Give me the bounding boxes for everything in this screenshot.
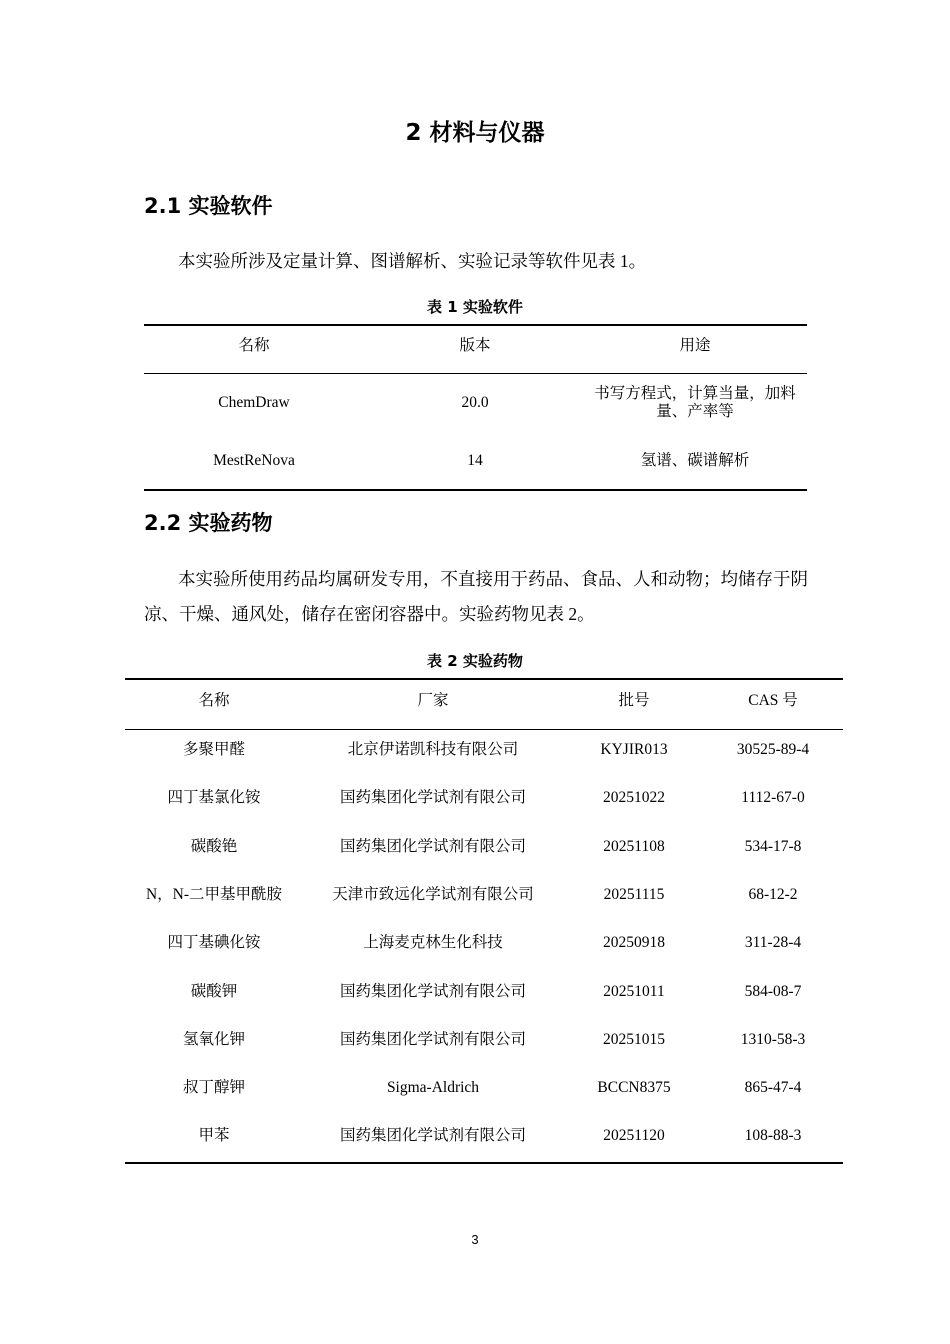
table2-cell: 20251108 [603,837,665,855]
table2-header-rule [125,729,843,730]
table2-cell: 国药集团化学试剂有限公司 [339,837,526,855]
table2-cell: 国药集团化学试剂有限公司 [339,1127,526,1145]
table2-top-rule [125,678,843,680]
table2-cell: 北京伊诺凯科技有限公司 [347,741,519,758]
table2-cell: 20251011 [603,982,665,1000]
table2-cell: 20251015 [603,1030,665,1048]
section-heading-software: 2.1 实验软件 [144,194,273,218]
table2-bottom-rule [125,1162,843,1164]
reagents-intro-paragraph: 本实验所使用药品均属研发专用，不直接用于药品、食品、人和动物；均储存于阴凉、干燥、通风处，储存在密闭容器中。实验药物见表 2。 [144,569,808,624]
table1-cell: ChemDraw [218,394,290,411]
table2-cell: 534-17-8 [744,837,802,855]
page-number: 3 [471,1232,479,1247]
table1-header-cell: 用途 [679,337,711,354]
table2-cell: 碳酸铯 [190,837,238,855]
table2-cell: BCCN8375 [597,1079,671,1097]
table2-header-cell: CAS 号 [748,692,798,709]
table2-caption: 表 2 实验药物 [427,652,523,670]
section-heading-reagents: 2.2 实验药物 [144,511,273,535]
table2-cell: 68-12-2 [748,885,798,903]
table2-cell: 四丁基氯化铵 [167,789,261,807]
table2-cell: 1310-58-3 [740,1030,806,1048]
table1-header-cell: 版本 [459,337,491,354]
software-table [144,324,807,492]
table2-cell: 多聚甲醛 [182,741,245,758]
table2-cell: 国药集团化学试剂有限公司 [339,982,526,1000]
table2-cell: 天津市致远化学试剂有限公司 [332,885,534,903]
table1-top-rule [144,324,807,326]
software-intro-paragraph: 本实验所涉及定量计算、图谱解析、实验记录等软件见表 1。 [178,251,647,271]
table2-cell: 20250918 [603,934,665,952]
table1-caption: 表 1 实验软件 [427,298,523,316]
table2-cell: Sigma-Aldrich [386,1079,480,1097]
chapter-title: 2 材料与仪器 [405,120,545,146]
table1-header-rule [144,373,807,374]
table1-bottom-rule [144,489,807,491]
table2-cell: 20251115 [603,885,665,903]
table2-cell: 865-47-4 [744,1079,802,1097]
table2-cell: 氢氧化钾 [182,1030,245,1048]
table2-cell: 国药集团化学试剂有限公司 [339,789,526,807]
table1-cell: 书写方程式，计算当量，加料量、产率等 [594,385,796,420]
table2-cell: KYJIR013 [600,741,668,758]
table2-cell: 碳酸钾 [190,982,238,1000]
table2-cell: 30525-89-4 [736,741,810,758]
table1-cell: 氢谱、碳谱解析 [640,452,750,469]
table2-header-cell: 名称 [198,692,230,709]
table2-cell: 国药集团化学试剂有限公司 [339,1030,526,1048]
table2-cell: 20251022 [603,789,665,807]
reagents-table [125,678,843,1166]
table1-cell: MestReNova [213,452,295,469]
table1-header-cell: 名称 [238,337,270,354]
table2-cell: 1112-67-0 [741,789,805,807]
table2-cell: 20251120 [603,1127,665,1145]
table2-cell: 108-88-3 [744,1127,802,1145]
table2-header-cell: 批号 [618,692,650,709]
table2-cell: 311-28-4 [744,934,802,952]
table1-cell: 14 [467,452,483,469]
table2-cell: 叔丁醇钾 [182,1079,245,1097]
table1-cell: 20.0 [461,394,489,411]
table2-cell: 甲苯 [198,1127,230,1145]
table2-cell: 584-08-7 [744,982,802,1000]
table2-header-cell: 厂家 [417,692,449,709]
table2-cell: N，N-二甲基甲酰胺 [145,885,283,903]
table2-cell: 四丁基碘化铵 [167,934,261,952]
table2-cell: 上海麦克林生化科技 [363,934,503,952]
